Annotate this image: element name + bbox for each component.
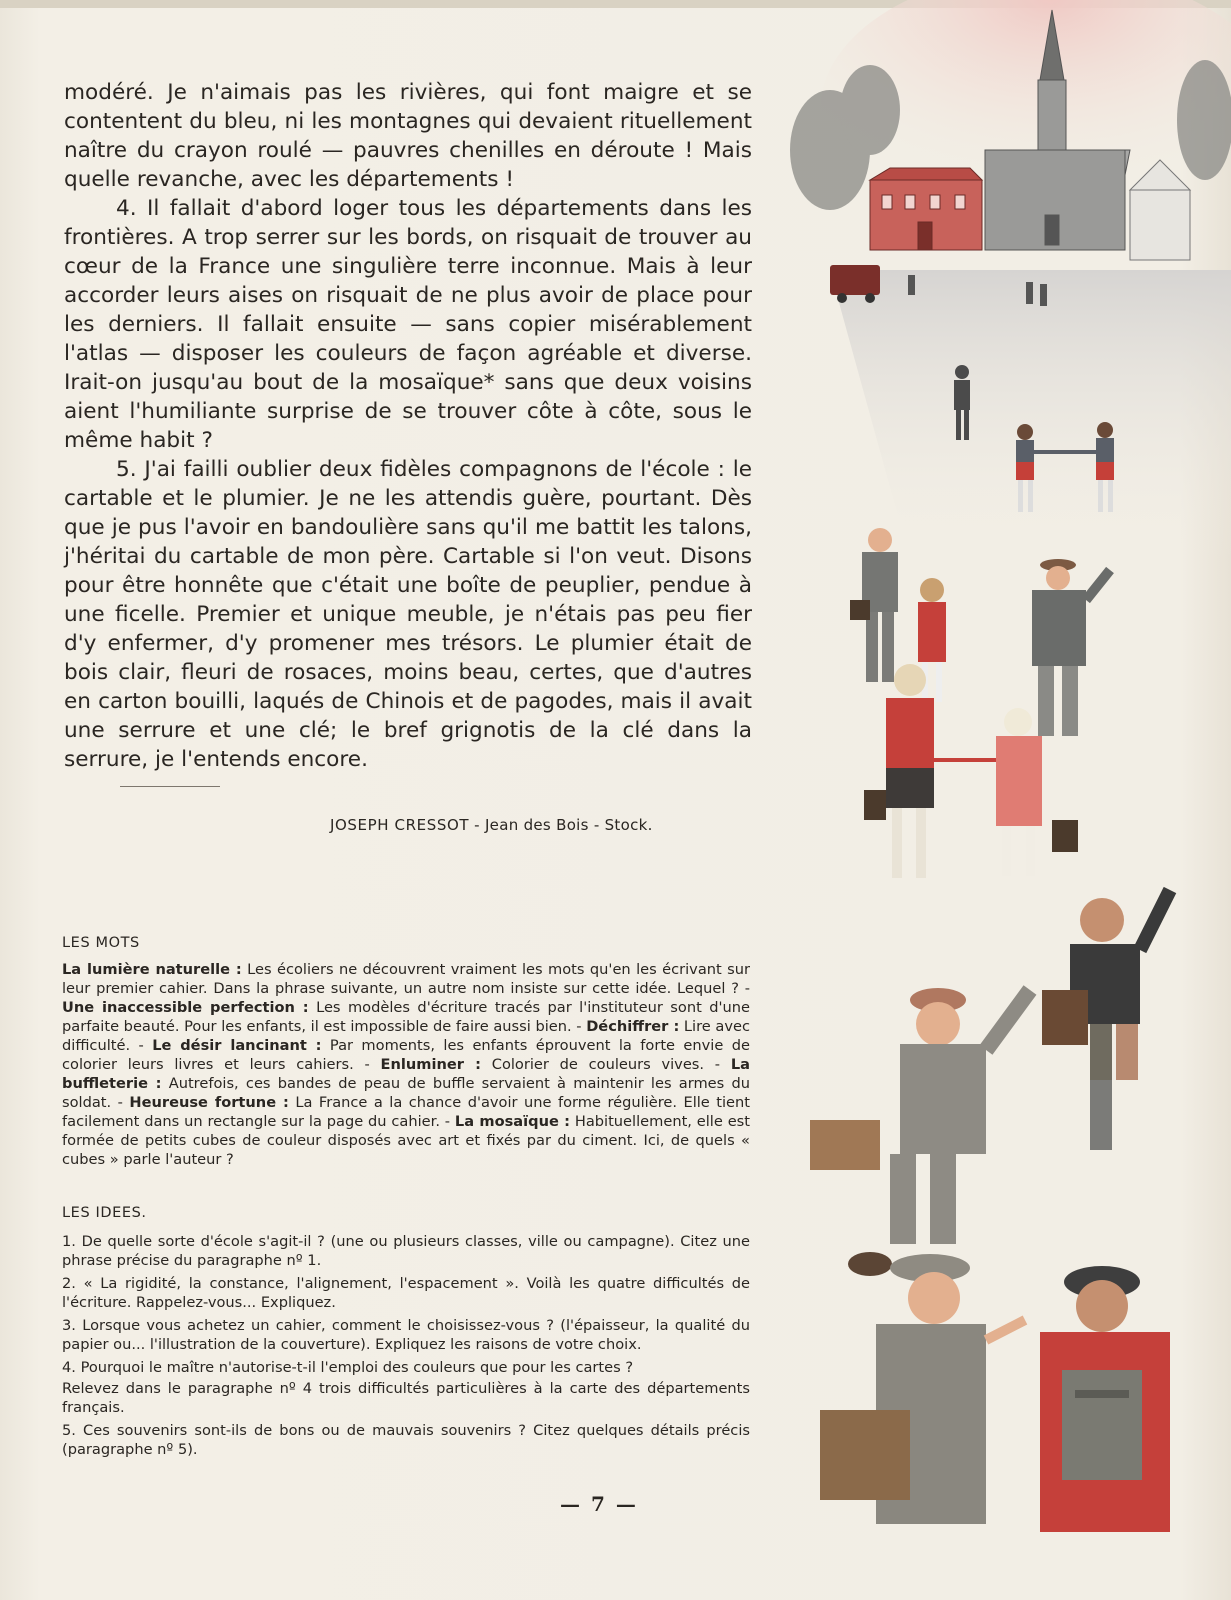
main-passage bbox=[64, 78, 752, 774]
glossary-term: Heureuse fortune : bbox=[129, 1094, 289, 1111]
glossary-term: La lumière naturelle : bbox=[62, 961, 242, 978]
question-item: 3. Lorsque vous achetez un cahier, comment le choisissez-vous ? (l'épaisseur, la qualité du papier ou... l'illustration de la couverture). Expliquez les raisons de votre choix. bbox=[62, 1317, 750, 1353]
question-item: Relevez dans le paragraphe nº 4 trois difficultés particulières à la carte des départements français. bbox=[62, 1380, 750, 1416]
small-girl-checked-dress bbox=[934, 708, 1078, 876]
les-idees-questions bbox=[62, 1232, 750, 1463]
passage-paragraph-4: 4. Il fallait d'abord loger tous les départements dans les frontières. A trop serrer sur les bords, on risquait de trouver au cœur de la France une singulière terre inconnue. Mais à leur accorder leurs aises on risquait de ne plus avoir de place pour les derniers. Il fallait ensuite — sans copier misérablement l'atlas — disposer les couleurs de façon agréable et diverse. Irait-on jusqu'au bout de la mosaïque* sans que deux voisins aient l'humiliante surprise de se trouver côte à côte, sous le même habit ? bbox=[64, 196, 752, 453]
front-boy-red-sweater bbox=[1040, 1266, 1170, 1532]
question-item: 4. Pourquoi le maître n'autorise-t-il l'emploi des couleurs que pour les cartes ? bbox=[62, 1359, 634, 1376]
les-idees-title: LES IDEES. bbox=[62, 1205, 147, 1221]
glossary-term: Le désir lancinant : bbox=[152, 1037, 322, 1054]
les-mots-title: LES MOTS bbox=[62, 935, 140, 951]
attribution-work: - Jean des Bois - Stock. bbox=[469, 816, 653, 834]
glossary-definition: Colorier de couleurs vives. - bbox=[481, 1056, 731, 1073]
glossary-definition: Lire avec difficulté. - bbox=[62, 1018, 750, 1054]
question-item: 5. Ces souvenirs sont-ils de bons ou de mauvais souvenirs ? Citez quelques détails précis (paragraphe nº 5). bbox=[62, 1422, 750, 1458]
question-item: 2. « La rigidité, la constance, l'alignement, l'espacement ». Voilà les quatre difficultés de l'écriture. Rappelez-vous... Expliquez. bbox=[62, 1275, 750, 1311]
glossary-definition: La France a la chance d'avoir une forme régulière. Elle tient facilement dans un rectangle sur la page du cahier. - bbox=[62, 1094, 750, 1130]
glossary-definition: Les écoliers ne découvrent vraiment les mots qu'en les écrivant sur leur premier cahier. Dans la phrase suivante, un autre nom insiste sur cette idée. Lequel ? - bbox=[62, 961, 750, 997]
page-number: — 7 — bbox=[560, 1492, 638, 1516]
passage-paragraph-5: 5. J'ai failli oublier deux fidèles compagnons de l'école : le cartable et le plumier. Je ne les attendis guère, pourtant. Dès que je pus l'avoir en bandoulière sans qu'il me battit les talons, j'héritai du cartable de mon père. Cartable si l'on veut. Disons pour être honnête que c'était une boîte de peuplier, pendue à une ficelle. Premier et unique meuble, je n'étais pas peu fier d'y enfermer, d'y promener mes trésors. Le plumier était de bois clair, fleuri de rosaces, moins beau, certes, que d'autres en carton bouilli, laqués de Chinois et de pagodes, mais il avait une serrure et une clé; le bref grignotis de la clé dans la serrure, je l'entends encore. bbox=[64, 457, 752, 772]
glossary-term: Enluminer : bbox=[380, 1056, 481, 1073]
jumping-boy-grey-coat bbox=[810, 988, 1030, 1276]
passage-intro: modéré. Je n'aimais pas les rivières, qui font maigre et se contentent du bleu, ni les montagnes qui devaient rituellement naître du crayon roulé — pauvres chenilles en déroute ! Mais quelle revanche, avec les départements ! bbox=[64, 80, 752, 192]
glossary-term: La mosaïque : bbox=[454, 1113, 570, 1130]
glossary-definition: Habituellement, elle est formée de petits cubes de couleur disposés avec art et fixés par du ciment. Ici, de quels « cubes » parle l'auteur ? bbox=[62, 1113, 750, 1168]
front-boy-with-cap bbox=[820, 1254, 1025, 1524]
glossary-definition: Les modèles d'écriture tracés par l'instituteur sont d'une parfaite beauté. Pour les enfants, il est impossible de faire aussi bien. - bbox=[62, 999, 750, 1035]
source-separator bbox=[70, 786, 740, 787]
road bbox=[830, 270, 1231, 560]
glossary-term: La buffleterie : bbox=[62, 1056, 750, 1092]
boy-with-cap bbox=[1032, 559, 1110, 736]
schoolchildren-illustration bbox=[790, 0, 1231, 1600]
glossary-definition: Autrefois, ces bandes de peau de buffle servaient à maintenir les armes du soldat. - bbox=[62, 1075, 750, 1111]
glossary-term: Une inaccessible perfection : bbox=[62, 999, 309, 1016]
les-mots-glossary bbox=[62, 960, 750, 1169]
glossary-term: Déchiffrer : bbox=[586, 1018, 680, 1035]
attribution bbox=[330, 816, 653, 834]
question-item: 1. De quelle sorte d'école s'agit-il ? (une ou plusieurs classes, ville ou campagne). Citez une phrase précise du paragraphe nº 1. bbox=[62, 1233, 750, 1269]
glossary-definition: Par moments, les enfants éprouvent la forte envie de colorier leurs livres et leurs cahiers. - bbox=[62, 1037, 750, 1073]
jumping-boy-dark-sweater bbox=[1042, 890, 1170, 1150]
attribution-author: JOSEPH CRESSOT bbox=[330, 816, 470, 834]
boy-with-bag bbox=[850, 528, 898, 682]
red-school bbox=[870, 168, 982, 250]
